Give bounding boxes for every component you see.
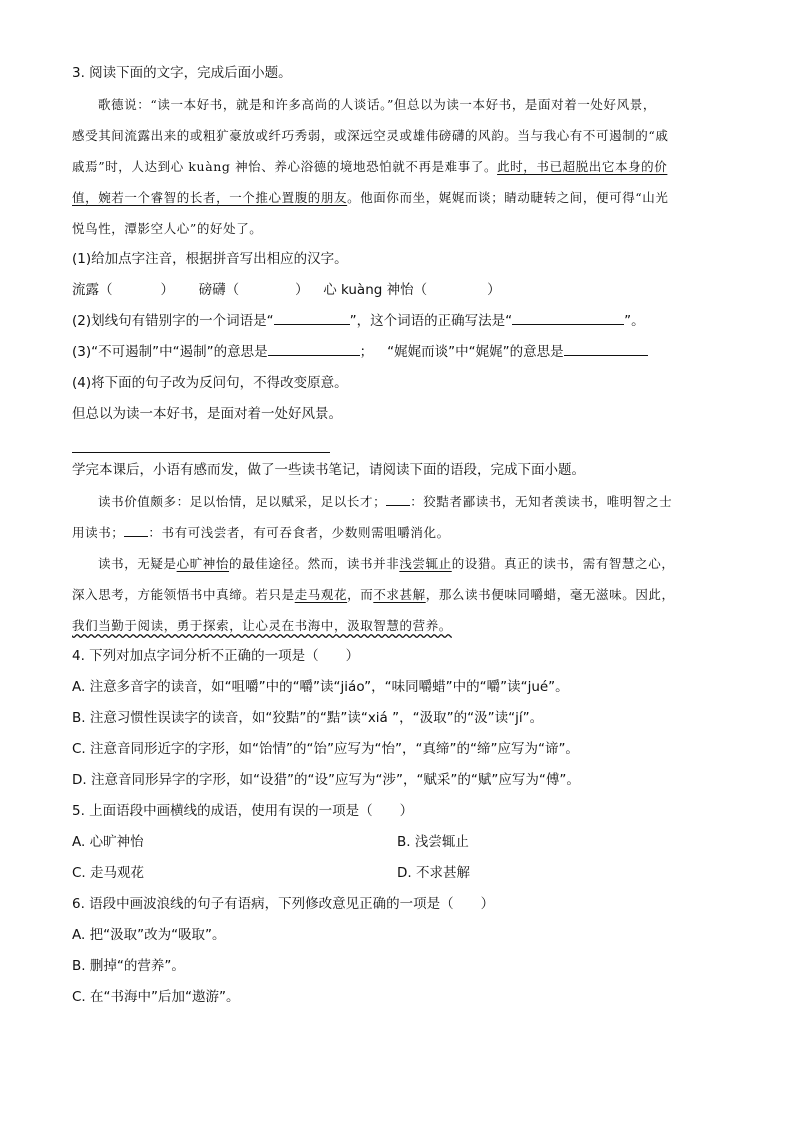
item-close: ） <box>487 282 501 298</box>
passage-1-line-4 <box>72 182 722 213</box>
passage-2-line-1 <box>72 486 722 517</box>
text: “娓娓而谈”中“娓娓”的意思是 <box>387 344 564 360</box>
text: 用读书； <box>72 525 125 540</box>
passage-1 <box>72 89 722 244</box>
answer-blank[interactable] <box>512 309 624 325</box>
sub-question-3 <box>72 337 722 368</box>
passage-text: 戚焉”时，人达到心 kuàng 神怡、养心浴德的境地恐怕就不再是难事了。 <box>72 159 498 174</box>
text: ”，这个词语的正确写法是“ <box>349 313 513 329</box>
text: ； <box>359 344 374 360</box>
underlined-sentence: 此时，书已超脱出它本身的价 <box>497 159 668 174</box>
passage-2-intro: 学完本课后，小语有感而发，做了一些读书笔记，请阅读下面的语段，完成下面小题。 <box>72 462 585 478</box>
question-6-stem: 6. 语段中画波浪线的句子有语病，下列修改意见正确的一项是（ ） <box>72 896 495 912</box>
item-close: ） <box>160 282 174 298</box>
answer-line[interactable] <box>72 434 330 453</box>
text: ”。 <box>624 313 645 329</box>
text: (3)“不可遏制”中“遏制”的意思是 <box>72 344 268 360</box>
underlined-idiom: 不求甚解 <box>373 587 426 602</box>
question-3-header: 3. 阅读下面的文字，完成后面小题。 <box>72 65 292 81</box>
question-5-stem: 5. 上面语段中画横线的成语，使用有误的一项是（ ） <box>72 803 414 819</box>
passage-2-line-4 <box>72 579 722 610</box>
option-c[interactable]: C. 注意音同形近字的字形，如“饴情”的“饴”应写为“怡”，“真缔”的“缔”应写为“谛”。 <box>72 741 579 757</box>
wavy-sentence: 我们当勤于阅读，勇于探索，让心灵在书海中，汲取智慧的营养。 <box>72 618 452 633</box>
underlined-idiom: 心旷神怡 <box>176 556 230 571</box>
item-label: 流露（ <box>72 282 113 298</box>
text: 读书价值颇多：足以怡情，足以赋采，足以长才； <box>98 494 387 509</box>
underlined-idiom: 走马观花 <box>294 587 348 602</box>
text: 的设猎。真正的读书，需有智慧之心， <box>451 556 675 571</box>
options-row-1 <box>72 827 722 858</box>
item-kuang <box>323 282 500 298</box>
option-a[interactable]: A. 注意多音字的读音，如“咀嚼”中的“嚼”读“jiáo”，“味同嚼蜡”中的“嚼”读“jué”。 <box>72 679 569 695</box>
text: ：狡黠者鄙读书，无知者羡读书，唯明智之士 <box>410 494 673 509</box>
item-label: 磅礴（ <box>198 282 240 298</box>
sub-question-2 <box>72 306 722 337</box>
option-c[interactable]: C. 在“书海中”后加“遨游”。 <box>72 989 240 1005</box>
item-liulu <box>72 282 174 298</box>
text: (2)划线句有错别字的一个词语是“ <box>72 313 274 329</box>
option-a[interactable]: A. 把“汲取”改为“吸取”。 <box>72 927 226 943</box>
sub-question-1: (1)给加点字注音，根据拼音写出相应的汉字。 <box>72 251 348 267</box>
option-a[interactable]: A. 心旷神怡 <box>72 834 144 850</box>
question-4 <box>72 641 722 796</box>
passage-1-line-3 <box>72 151 722 182</box>
question-5 <box>72 796 722 889</box>
option-d[interactable]: D. 不求甚解 <box>397 865 470 881</box>
passage-text: 。他面你而坐，娓娓而谈；睛动睫转之间，便可得“山光 <box>347 190 669 205</box>
item-label: 心 kuàng 神怡（ <box>323 282 428 298</box>
text: 深入思考，方能领悟书中真缔。若只是 <box>72 587 295 602</box>
sub-question-1-items <box>72 275 722 306</box>
passage-2-line-5 <box>72 610 722 641</box>
item-close: ） <box>295 282 309 298</box>
answer-blank[interactable] <box>274 309 350 325</box>
underlined-sentence: 值，婉若一个睿智的长者，一个推心置腹的朋友 <box>72 190 348 205</box>
option-b[interactable]: B. 删掉“的营养”。 <box>72 958 185 974</box>
sub-question-4-sentence: 但总以为读一本好书，是面对着一处好风景。 <box>72 406 342 422</box>
exam-page <box>72 56 722 1013</box>
option-b[interactable]: B. 注意习惯性误读字的读音，如“狡黠”的“黠”读“xiá ”，“汲取”的“汲”读“jí”。 <box>72 710 544 726</box>
sub-question-4: (4)将下面的句子改为反问句，不得改变原意。 <box>72 375 348 391</box>
answer-blank[interactable] <box>564 340 648 356</box>
question-6 <box>72 889 722 1013</box>
underlined-idiom: 浅尝辄止 <box>399 556 452 571</box>
option-c[interactable]: C. 走马观花 <box>72 865 145 881</box>
passage-2 <box>72 486 722 641</box>
passage-1-line-1: 歌德说：“读一本好书，就是和许多高尚的人谈话。”但总以为读一本好书，是面对着一处好风景， <box>98 97 656 112</box>
answer-blank[interactable] <box>386 492 410 506</box>
option-b[interactable]: B. 浅尝辄止 <box>397 834 469 850</box>
passage-1-line-5: 悦鸟性，潭影空人心”的好处了。 <box>72 221 263 236</box>
answer-blank[interactable] <box>124 523 148 537</box>
text: 读书，无疑是 <box>98 556 177 571</box>
options-row-2 <box>72 858 722 889</box>
option-d[interactable]: D. 注意音同形异字的字形，如“设猎”的“设”应写为“涉”，“赋采”的“赋”应写为“傅”。 <box>72 772 580 788</box>
question-4-stem: 4. 下列对加点字词分析不正确的一项是（ ） <box>72 648 360 664</box>
passage-2-line-2 <box>72 517 722 548</box>
passage-2-line-3 <box>72 548 722 579</box>
passage-1-line-2: 感受其间流露出来的或粗犷豪放或纤巧秀弱，或深远空灵或雄伟磅礴的风韵。当与我心有不可遏制的“戚 <box>72 128 669 143</box>
text: ，而 <box>347 587 374 602</box>
text: 的最佳途径。然而，读书并非 <box>229 556 400 571</box>
answer-blank[interactable] <box>268 340 360 356</box>
text: ，那么读书便味同嚼蜡，毫无滋味。因此， <box>425 587 675 602</box>
text: ：书有可浅尝者，有可吞食者，少数则需咀嚼消化。 <box>148 525 450 540</box>
item-pangbo <box>199 282 309 298</box>
